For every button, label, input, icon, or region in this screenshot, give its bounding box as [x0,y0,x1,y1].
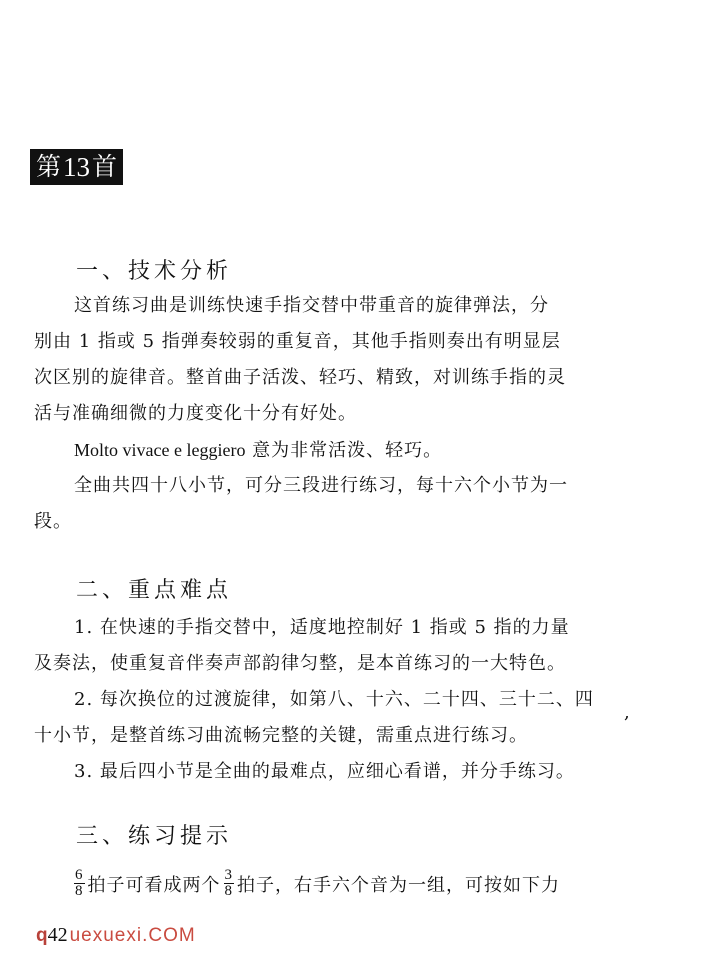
time-signature-line [74,868,560,899]
paragraph-line: 次区别的旋律音。整首曲子活泼、轻巧、精致，对训练手指的灵 [34,367,566,388]
section-heading-technical-analysis: 一、技术分析 [76,259,233,284]
tempo-marking-meaning: 意为非常活泼、轻巧。 [245,440,443,461]
paragraph-tempo-marking [34,432,624,469]
paragraph-difficulty-2 [34,682,624,754]
chapter-number: 13 [63,152,91,182]
section-heading-practice-tips: 三、练习提示 [76,824,233,849]
paragraph-technical-3 [34,468,624,540]
chapter-prefix: 第 [36,152,62,181]
paragraph-difficulty-1 [34,610,624,682]
watermark-q: q [36,925,48,946]
paragraph-line: 及奏法，使重复音伴奏声部韵律匀整，是本首练习的一大特色。 [34,653,566,674]
page-footer [36,924,196,947]
paragraph-line: 这首练习曲是训练快速手指交替中带重音的旋律弹法，分 [74,295,549,316]
time-signature-text-2: 拍子，右手六个音为一组，可按如下力 [237,874,560,896]
paragraph-line: 别由 1 指或 5 指弹奏较弱的重复音，其他手指则奏出有明显层 [34,331,561,352]
paragraph-technical-1 [34,288,624,432]
paragraph-line: 段。 [34,511,72,532]
paragraph-line: 活与准确细微的力度变化十分有好处。 [34,403,357,424]
chapter-badge [30,149,123,185]
paragraph-difficulty-3 [34,754,624,790]
chapter-suffix: 首 [92,152,118,181]
time-signature-three-eight: $\frac{3}{8}$ [224,867,233,899]
paragraph-line: 2. 每次换位的过渡旋律，如第八、十六、二十四、三十二、四 [74,689,594,710]
paragraph-line: 十小节，是整首练习曲流畅完整的关键，需重点进行练习。 [34,725,528,746]
stray-mark: , [624,702,630,723]
paragraph-line: 1. 在快速的手指交替中，适度地控制好 1 指或 5 指的力量 [74,617,570,638]
section-heading-key-difficulties: 二、重点难点 [76,578,233,603]
time-signature-six-eight: $\frac{6}{8}$ [75,867,84,899]
paragraph-line: 全曲共四十八小节，可分三段进行练习，每十六个小节为一 [74,475,568,496]
watermark-site: uexuexi.COM [69,925,196,946]
tempo-marking-latin: Molto vivace e leggiero [74,440,246,460]
page-number: 42 [47,924,68,946]
paragraph-line: 3. 最后四小节是全曲的最难点，应细心看谱，并分手练习。 [74,761,575,782]
time-signature-text-1: 拍子可看成两个 [87,874,221,896]
